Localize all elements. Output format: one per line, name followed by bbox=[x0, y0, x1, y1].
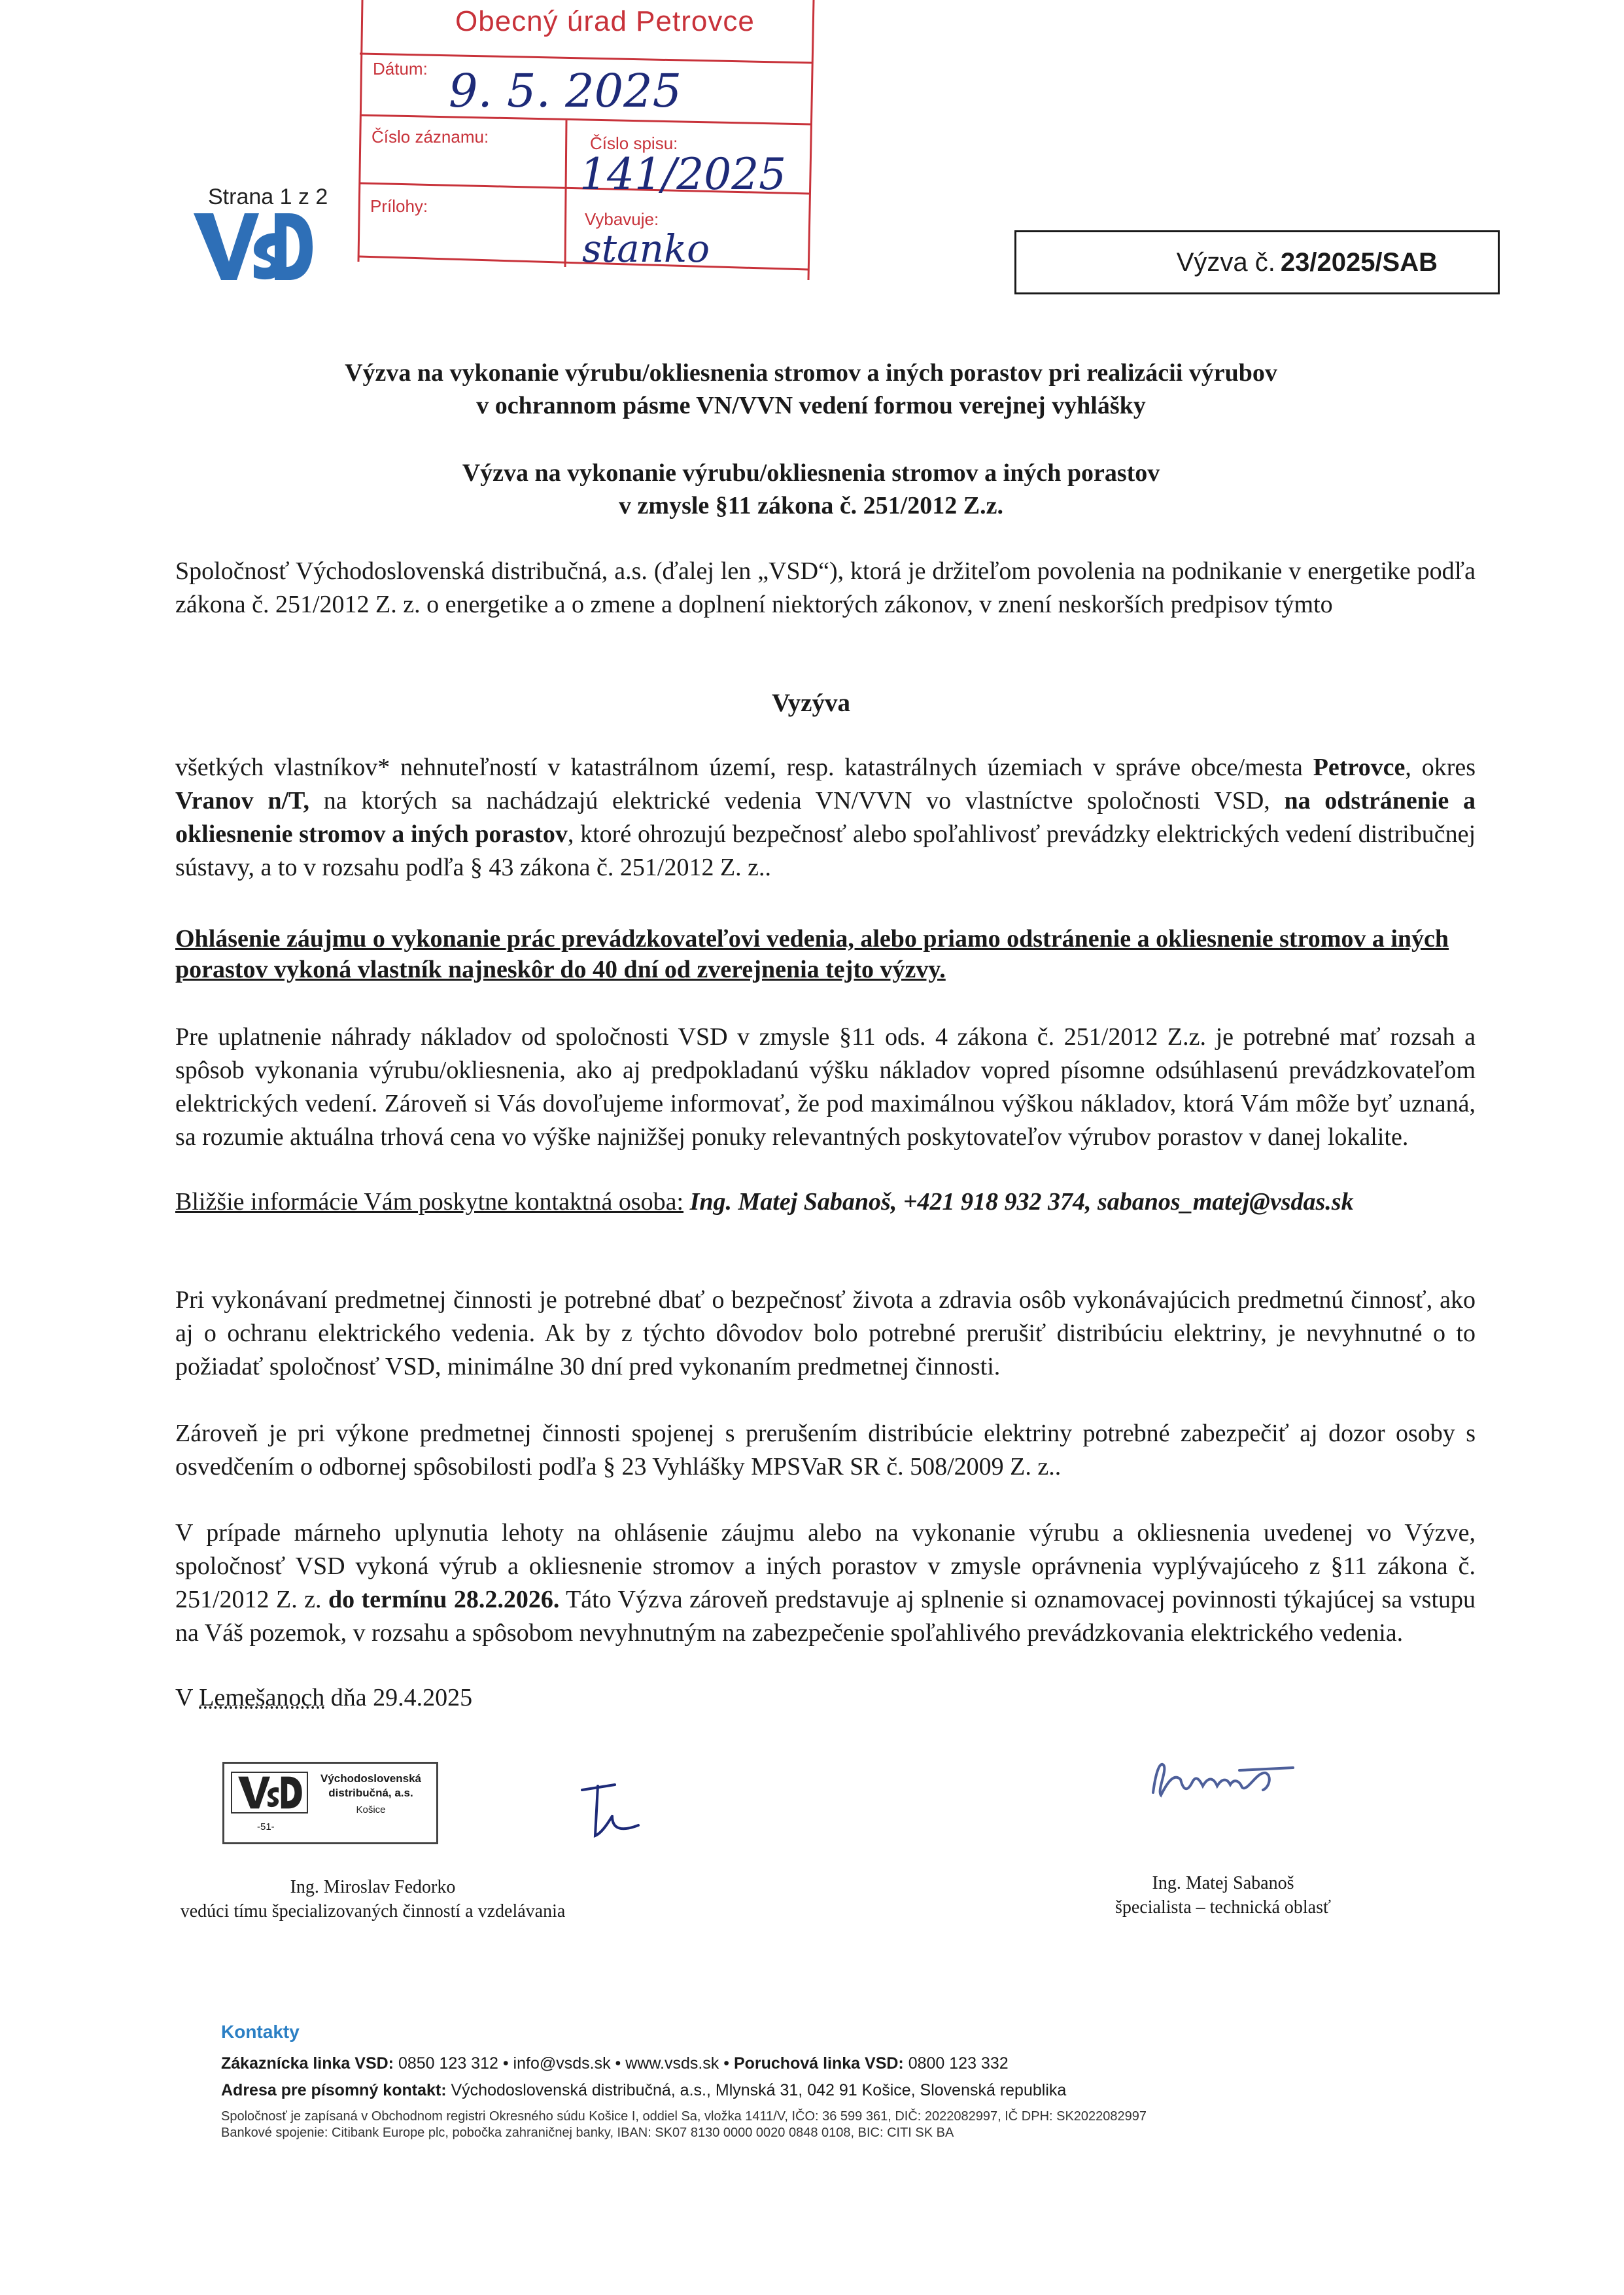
registry-stamp bbox=[351, 0, 815, 280]
title-primary bbox=[170, 357, 1452, 422]
title-primary-line-1: Výzva na vykonanie výrubu/okliesnenia stromov a iných porastov pri realizácii výrubov bbox=[345, 359, 1277, 387]
footer-registry: Spoločnosť je zapísaná v Obchodnom registri Okresného súdu Košice I, oddiel Sa, vložka 1411/V, IČO: 36 599 361, DIČ: 2022082997, IČ DPH: SK2022082997 bbox=[221, 2109, 1147, 2124]
page-counter: Strana 1 z 2 bbox=[208, 184, 328, 209]
company-stamp bbox=[222, 1762, 438, 1844]
handler-value: stanko bbox=[582, 226, 710, 271]
owners-paragraph bbox=[175, 751, 1476, 885]
owners-text-4: , ktoré ohrozujú bezpečnosť alebo spoľahlivosť prevádzky elektrických vedení distribučnej sústavy, a to v rozsahu podľa § 43 zákona č. 251/2012 Z. z.. bbox=[175, 820, 1476, 881]
file-label: Číslo spisu: bbox=[590, 133, 678, 153]
footer-customer-label: Zákaznícka linka VSD: bbox=[221, 2054, 394, 2073]
footer-customer-line bbox=[221, 2054, 1147, 2073]
footer-customer-value: 0850 123 312 • info@vsds.sk • www.vsds.sk • bbox=[398, 2054, 729, 2073]
signer-left-block bbox=[180, 1875, 566, 1923]
title-secondary-line-1: Výzva na vykonanie výrubu/okliesnenia stromov a iných porastov bbox=[462, 459, 1160, 487]
place-date bbox=[175, 1681, 1476, 1715]
office-name: Obecný úrad Petrovce bbox=[455, 5, 755, 37]
signer-left-role: vedúci tímu špecializovaných činností a vzdelávania bbox=[180, 1901, 566, 1921]
company-stamp-city: Košice bbox=[356, 1804, 386, 1815]
call-word: Vyzýva bbox=[772, 689, 850, 717]
owners-text-1: všetkých vlastníkov* nehnuteľností v katastrálnom území, resp. katastrálnych územiach v správe obce/mesta bbox=[175, 754, 1313, 781]
date-value: 9. 5. 2025 bbox=[449, 64, 682, 118]
footer-address-line bbox=[221, 2081, 1147, 2100]
title-primary-line-2: v ochrannom pásme VN/VVN vedení formou verejnej vyhlášky bbox=[476, 392, 1146, 419]
file-value: 141/2025 bbox=[579, 149, 787, 200]
intro-paragraph: Spoločnosť Východoslovenská distribučná, a.s. (ďalej len „VSD“), ktorá je držiteľom povolenia na podnikanie v energetike podľa zákona č. 251/2012 Z. z. o energetike a o zmene a doplnení niektorých zákonov, v znení neskorších predpisov týmto bbox=[175, 557, 1476, 618]
place-name: Lemešanoch bbox=[199, 1684, 325, 1711]
company-stamp-logo bbox=[231, 1772, 308, 1813]
record-label: Číslo záznamu: bbox=[371, 127, 489, 147]
vsd-logo-icon bbox=[191, 211, 314, 283]
company-stamp-logo-icon bbox=[232, 1773, 307, 1812]
company-stamp-name: Východoslovenská distribučná, a.s. bbox=[320, 1772, 421, 1799]
title-secondary bbox=[170, 457, 1452, 522]
reference-prefix: Výzva č. bbox=[1176, 247, 1275, 277]
contact-person-line bbox=[175, 1185, 1476, 1219]
owners-text-3: na ktorých sa nachádzajú elektrické vedenia VN/VVN vo vlastníctve spoločnosti VSD, bbox=[309, 787, 1285, 815]
compensation-paragraph: Pre uplatnenie náhrady nákladov od spoločnosti VSD v zmysle §11 ods. 4 zákona č. 251/2012 Z.z. je potrebné mať rozsah a spôsob vykonania výrubu/okliesnenia, ako aj predpokladanú výšku nákladov vopred písomne odsúhlasenú prevádzkovateľom elektrických vedení. Zároveň si Vás dovoľujeme informovať, že pod maximálnou výškou nákladov, ktorá Vám môže byť uznaná, sa rozumie aktuálna trhová cena vo výške najnižšej ponuky relevantných poskytovateľov výrubov porastov v danej lokalite. bbox=[175, 1023, 1476, 1151]
signer-right-block bbox=[1040, 1871, 1406, 1919]
footer-fault-label: Poruchová linka VSD: bbox=[733, 2054, 904, 2073]
safety-paragraph-1: Pri vykonávaní predmetnej činnosti je potrebné dbať o bezpečnosť života a zdravia osôb vykonávajúcich predmetnú činnosť, ako aj o ochranu elektrického vedenia. Ak by z týchto dôvodov bolo potrebné prerušiť distribúciu elektriny, je nevyhnutné o to požiadať spoločnosť VSD, minimálne 30 dní pred vykonaním predmetnej činnosti. bbox=[175, 1286, 1476, 1380]
signature-left bbox=[576, 1777, 648, 1849]
footer-fault-value: 0800 123 332 bbox=[908, 2054, 1009, 2073]
title-secondary-line-2: v zmysle §11 zákona č. 251/2012 Z.z. bbox=[619, 492, 1003, 519]
owners-text-2: , okres bbox=[1405, 754, 1476, 781]
deadline-text-2: Táto Výzva zároveň predstavuje aj splnenie si oznamovacej povinnosti týkajúcej sa vstupu na Váš pozemok, v rozsahu a spôsobom nevyhnutným na zabezpečenie spoľahlivého prevádzkovania elektrického vedenia. bbox=[175, 1586, 1476, 1647]
reference-number: 23/2025/SAB bbox=[1280, 247, 1438, 277]
signer-right-name: Ing. Matej Sabanoš bbox=[1152, 1873, 1294, 1893]
handler-label: Vybavuje: bbox=[585, 209, 659, 229]
company-stamp-number: -51- bbox=[257, 1821, 275, 1832]
footer-contacts bbox=[221, 2022, 1147, 2141]
contact-person-details: Ing. Matej Sabanoš, +421 918 932 374, sabanos_matej@vsdas.sk bbox=[689, 1188, 1354, 1216]
place-date-prefix: V bbox=[175, 1684, 199, 1711]
deadline-paragraph bbox=[175, 1516, 1476, 1650]
footer-heading: Kontakty bbox=[221, 2022, 300, 2042]
contact-person-label: Bližšie informácie Vám poskytne kontaktná osoba: bbox=[175, 1188, 684, 1216]
place-date-suffix: dňa 29.4.2025 bbox=[324, 1684, 473, 1711]
owners-bold-action: na odstránenie a okliesnenie stromov a iných porastov bbox=[175, 787, 1476, 848]
footer-bank: Bankové spojenie: Citibank Europe plc, pobočka zahraničnej banky, IBAN: SK07 8130 0000 0020 0848 0108, BIC: CITI SK BA bbox=[221, 2126, 954, 2140]
municipality-name: Petrovce bbox=[1313, 754, 1406, 781]
deadline-date: do termínu 28.2.2026. bbox=[328, 1586, 560, 1613]
vsd-logo bbox=[191, 211, 314, 283]
attachments-label: Prílohy: bbox=[370, 196, 428, 216]
date-label: Dátum: bbox=[373, 59, 428, 79]
safety-paragraph-2: Zároveň je pri výkone predmetnej činnosti spojenej s prerušením distribúcie elektriny potrebné zabezpečiť aj dozor osoby s osvedčením o odbornej spôsobilosti podľa § 23 Vyhlášky MPSVaR SR č. 508/2009 Z. z.. bbox=[175, 1420, 1476, 1480]
owner-deadline-notice: Ohlásenie záujmu o vykonanie prác prevádzkovateľovi vedenia, alebo priamo odstránenie a okliesnenie stromov a iných porastov vykoná vlastník najneskôr do 40 dní od zverejnenia tejto výzvy. bbox=[175, 925, 1449, 983]
signer-left-name: Ing. Miroslav Fedorko bbox=[290, 1877, 456, 1897]
signer-right-role: špecialista – technická oblasť bbox=[1115, 1897, 1331, 1918]
district-name: Vranov n/T, bbox=[175, 787, 310, 815]
reference-box bbox=[1014, 230, 1500, 294]
footer-address-value: Východoslovenská distribučná, a.s., Mlynská 31, 042 91 Košice, Slovenská republika bbox=[451, 2081, 1067, 2099]
footer-address-label: Adresa pre písomný kontakt: bbox=[221, 2081, 447, 2099]
deadline-text-1: V prípade márneho uplynutia lehoty na ohlásenie záujmu alebo na vykonanie výrubu a okliesnenia uvedenej vo Výzve, spoločnosť VSD vykoná výrub a okliesnenie stromov a iných porastov v zmysle oprávnenia vyplývajúceho z §11 zákona č. 251/2012 Z. z. bbox=[175, 1519, 1476, 1613]
signature-right bbox=[1141, 1753, 1298, 1812]
